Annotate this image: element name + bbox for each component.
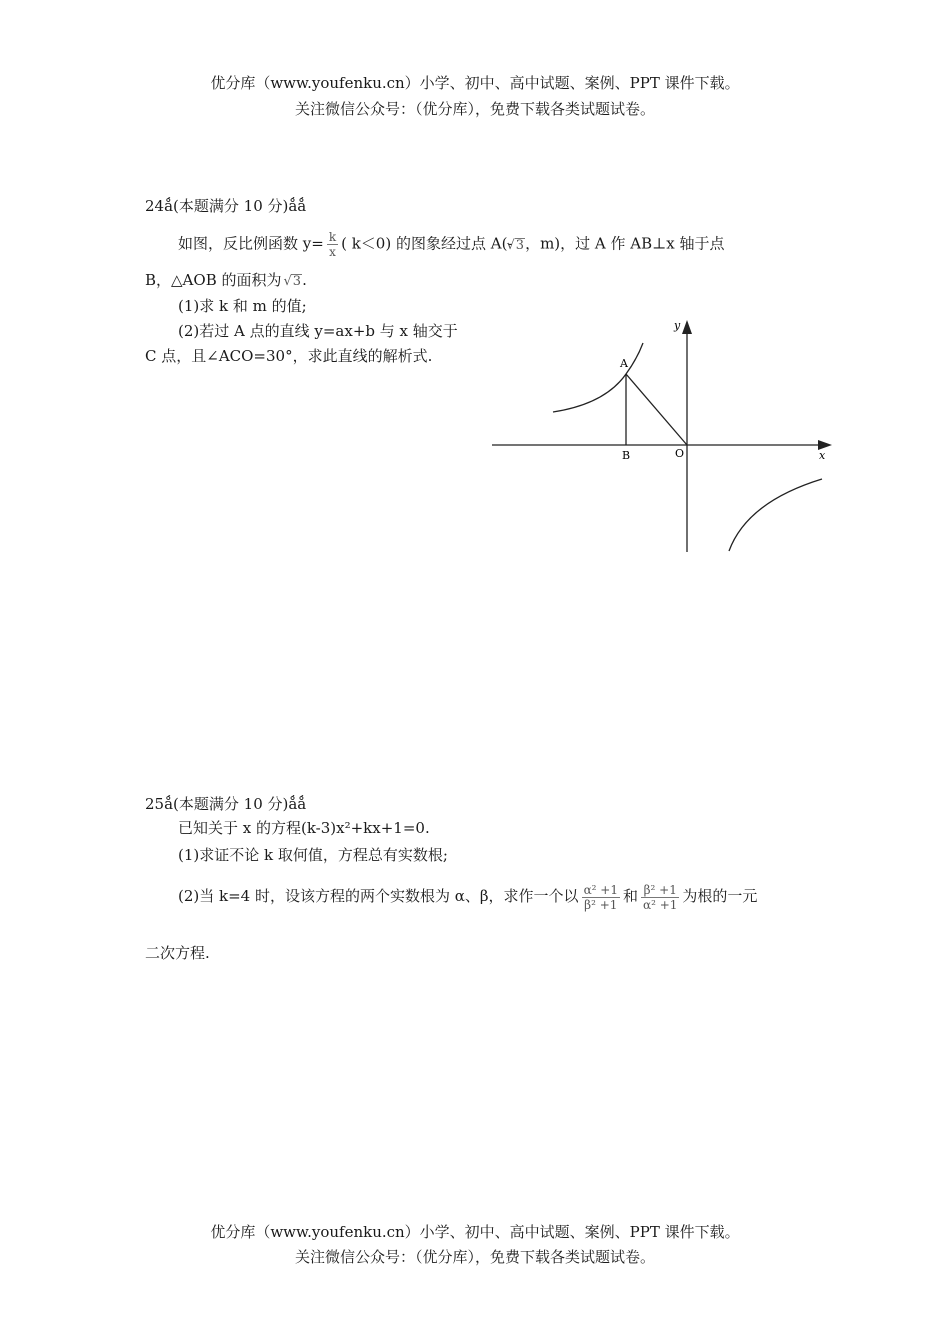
q25-part2-pre: (2)当 k=4 时，设该方程的两个实数根为 α、β，求作一个以 [178, 887, 579, 905]
y-axis-label: y [674, 319, 681, 332]
header-line-2: 关注微信公众号：（优分库），免费下载各类试题试卷。 [294, 100, 655, 118]
q25-part2-mid: 和 [622, 887, 638, 905]
q24-title: 24ǻ(本题满分 10 分)ǻǻ [145, 197, 307, 215]
q24-area-sqrt: √ 3 [291, 274, 302, 289]
point-O-label: O [675, 447, 685, 460]
q24-figure [485, 312, 845, 562]
q25-frac1-num: α² +1 [583, 882, 618, 897]
point-B-label: B [622, 449, 631, 462]
footer-line-2: 关注微信公众号：（优分库），免费下载各类试题试卷。 [294, 1248, 655, 1266]
q24-line-2 [145, 270, 307, 290]
segment-AO [626, 374, 687, 445]
q25-part-2-end: 二次方程. [145, 944, 210, 962]
q25-frac2-num: β² +1 [641, 883, 679, 898]
q24-part-1: (1)求 k 和 m 的值; [178, 297, 307, 315]
q25-fraction-1 [582, 883, 620, 912]
q24-part-2b: C 点，且∠ACO=30°，求此直线的解析式. [145, 347, 433, 365]
q25-line-1: 已知关于 x 的方程(k-3)x²+kx+1=0. [178, 819, 430, 837]
q25-frac1-den: β² +1 [584, 897, 618, 912]
q25-title: 25ǻ(本题满分 10 分)ǻǻ [145, 795, 307, 813]
header-line-1: 优分库（www.youfenku.cn）小学、初中、高中试题、案例、PPT 课件下载。 [210, 74, 740, 92]
hyperbola-branch-lower-right [729, 479, 822, 551]
q24-line2-post: . [302, 271, 307, 289]
q24-part-2a: (2)若过 A 点的直线 y=ax+b 与 x 轴交于 [178, 322, 458, 340]
footer-line-1: 优分库（www.youfenku.cn）小学、初中、高中试题、案例、PPT 课件下载。 [210, 1223, 740, 1241]
q25-part2-post: 为根的一元 [682, 887, 758, 905]
point-A-label: A [620, 357, 628, 370]
q24-intro-cond: ( k＜0) 的图象经过点 A(- [341, 234, 513, 253]
q24-frac-den: x [329, 245, 336, 259]
q24-intro [178, 230, 724, 259]
q24-fraction-k-over-x [327, 230, 338, 259]
q25-fraction-2 [641, 883, 679, 912]
q24-sqrt-3: √ 3 [515, 238, 526, 253]
q24-intro-pre: 如图，反比例函数 y= [178, 234, 324, 253]
q24-intro-post: ，m)，过 A 作 AB⊥x 轴于点 [525, 234, 725, 253]
q25-frac2-den: α² +1 [643, 897, 678, 912]
q25-part-2 [178, 881, 757, 912]
q24-line2-pre: B，△AOB 的面积为 [145, 271, 282, 289]
q24-frac-num: k [328, 230, 337, 244]
x-axis-label: x [819, 449, 826, 462]
q25-part-1: (1)求证不论 k 取何值，方程总有实数根; [178, 846, 448, 864]
y-axis-arrow [682, 320, 692, 334]
